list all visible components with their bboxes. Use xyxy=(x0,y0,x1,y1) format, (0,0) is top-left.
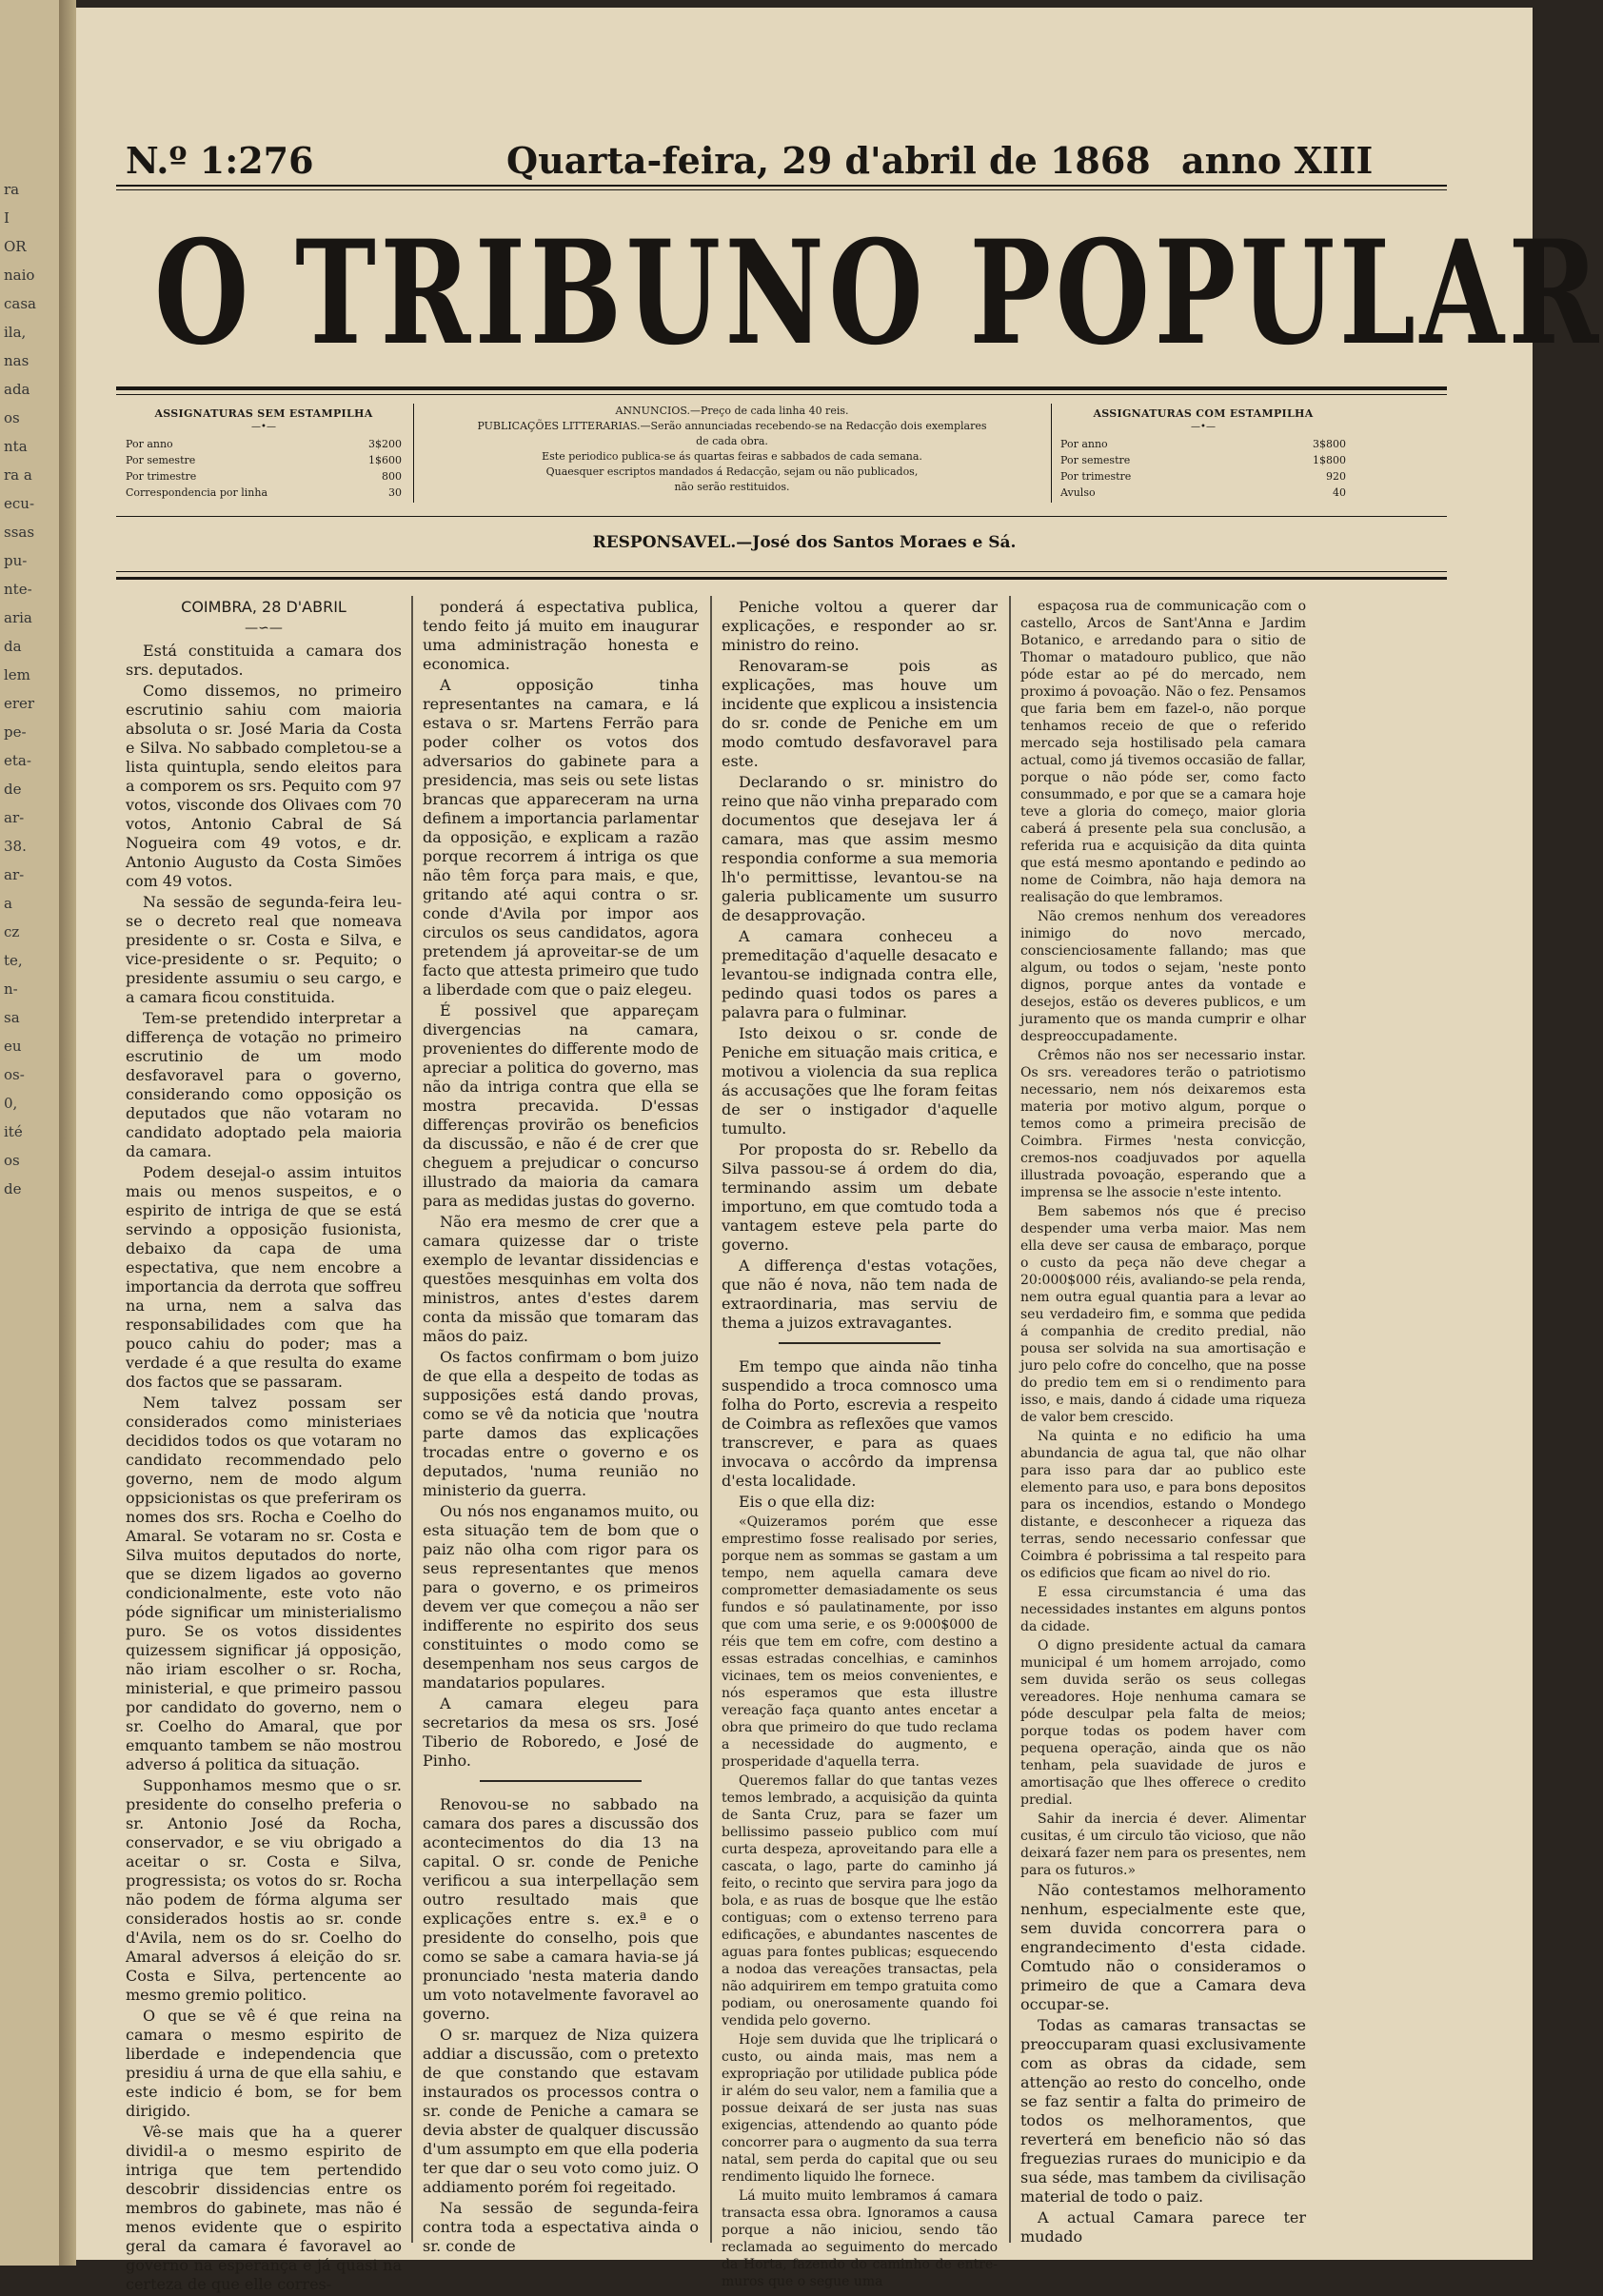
article-paragraph: Eis o que ella diz: xyxy=(739,1493,876,1511)
spine-fragment: nas xyxy=(4,352,30,369)
price-label: Por trimestre xyxy=(126,470,197,483)
article-paragraph: ponderá á espectativa publica, tendo feito já muito em inaugurar uma administração honesta e economica. xyxy=(423,598,699,673)
spine-fragment: os- xyxy=(4,1066,25,1083)
quoted-paragraph: Não cremos nenhum dos vereadores inimigo do novo mercado, conscienciosamente fallando; mas que algum, ou todos o sejam, 'neste ponto dignos, porque antes da vontade e desejos, estão os deveres publicos, e um juramento que os manda cumprir e olhar despreoccupadamente. xyxy=(1020,909,1306,1044)
spine-fragment: ila, xyxy=(4,324,27,341)
spine-fragment: ra xyxy=(4,181,20,198)
price-label: Por semestre xyxy=(126,454,196,466)
subs-without-stamp-heading: ASSIGNATURAS SEM ESTAMPILHA xyxy=(154,407,373,420)
spine-fragment: os xyxy=(4,1152,20,1169)
price-row xyxy=(1060,485,1346,501)
article-paragraph: Podem desejal-o assim intuitos mais ou menos suspeitos, e o espirito de intriga de que se está servindo a opposição fusionista, debaixo da capa de uma espectativa, que nem encobre a importancia da derrota que soffreu na urna, nem a salva das responsabilidades com que ha pouco cahiu do poder; mas a verdade é a que resulta do exame dos factos que se passaram. xyxy=(126,1163,402,1391)
subs-ornament: —•— xyxy=(251,422,276,432)
article-paragraph: Na sessão de segunda-feira contra toda a espectativa ainda o sr. conde de xyxy=(423,2199,699,2255)
spine-fragment: ra a xyxy=(4,466,32,484)
column-rule xyxy=(710,596,712,2243)
adjacent-page-spine xyxy=(0,0,59,2266)
price-row xyxy=(1060,452,1346,468)
subscriptions-with-stamp xyxy=(1060,407,1346,501)
quoted-paragraph: Queremos fallar do que tantas vezes temos lembrado, a acquisição da quinta de Santa Cruz, para se fazer um bellissimo passeio publico com muí curta despeza, aproveitando para elle a cascata, o lago, parte do caminho já feito, o recinto que servira para jogo da bola, e as ruas de bosque que lhe estão contiguas; com o extenso terreno para edificações, e abundantes nascentes de aguas para fontes publicas; esquecendo a nodoa das vereações transactas, pela não adquirirem em tempo gratuita como podiam, ou onerosamente quando foi vendida pelo governo. xyxy=(722,1773,998,2029)
article-paragraph: Declarando o sr. ministro do reino que não vinha preparado com documentos que desejava ler á camara, mas que assim mesmo respondia conforme a sua memoria lh'o permittisse, levantou-se na galeria publicamente um susurro de desapprovação. xyxy=(722,773,998,924)
price-value: 3$200 xyxy=(368,438,402,450)
article-paragraph: Os factos confirmam o bom juizo de que ella a despeito de todas as supposições está dando provas, como se vê da noticia que 'noutra parte damos das explicações trocadas entre o governo e os deputados, 'numa reunião no ministerio da guerra. xyxy=(423,1348,699,1499)
spine-fragment: lem xyxy=(4,666,30,683)
price-row xyxy=(126,468,402,485)
article-paragraph: Renovou-se no sabbado na camara dos pares a discussão dos acontecimentos do dia 13 na capital. O sr. conde de Peniche verificou a sua interpellação sem outro resultado mais que explicações entre s. ex.ª e o presidente do conselho, pois que como se sabe a camara havia-se já pronunciado 'nesta materia dando um voto notavelmente favoravel ao governo. xyxy=(423,1795,699,2023)
quoted-paragraph: Crêmos não nos ser necessario instar. Os srs. vereadores terão o patriotismo necessario, nem nós deixaremos esta materia por motivo algum, porque o temos como a primeira precisão de Coimbra. Firmes 'nesta convicção, cremos-nos coadjuvados por aquella illustrada povoação, esperando que a imprensa se lhe associe n'este intento. xyxy=(1020,1048,1306,1200)
binding-gutter xyxy=(59,0,76,2266)
quoted-paragraph: Na quinta e no edificio ha uma abundancia de agua tal, que não olhar para isso para dar ao publico este elemento para uso, e para bons depositos para os incendios, estando o Mondego distante, e desconhecer a riqueza das terras, sendo necessario confessar que Coimbra é pobrissima a tal respeito para os edificios que ficam ao nivel do rio. xyxy=(1020,1429,1306,1581)
quoted-paragraph: Lá muito muito lembramos á camara transacta essa obra. Ignoramos a causa porque a não iniciou, sendo tão reclamada ao seguimento do mercado da Horta, fazendo do caminho de entre-muros que o segue uma xyxy=(722,2188,998,2289)
article-paragraph: A camara conheceu a premeditação d'aquelle desacato e levantou-se indignada contra elle, pedindo quasi todos os pares a palavra para o fulminar. xyxy=(722,927,998,1021)
price-value: 1$600 xyxy=(368,454,402,466)
price-row xyxy=(1060,468,1346,485)
subscriptions-without-stamp xyxy=(126,407,402,501)
spine-fragment: te, xyxy=(4,952,23,969)
header-rule-thin xyxy=(116,189,1447,190)
article-paragraph: A actual Camara parece ter mudado xyxy=(1020,2208,1306,2246)
article-paragraph: Nem talvez possam ser considerados como ministeriaes decididos todos os que votaram no candidato recommendado pelo governo, nem de modo algum oppsicionistas os que preferiram os nomes dos srs. Rocha e Coelho do Amaral. Se votaram no sr. Costa e Silva muitos deputados do norte, que se dizem ligados ao governo condicionalmente, este voto não póde significar um ministerialismo puro. Se os votos dissidentes quizessem significar já opposição, não iriam escolher o sr. Rocha, ministerial, e que primeiro passou por candidato do governo, nem o sr. Coelho do Amaral, que por emquanto tambem se não mostrou adverso á politica da situação. xyxy=(126,1394,402,1773)
article-paragraph: Peniche voltou a querer dar explicações, e responder ao sr. ministro do reino. xyxy=(722,598,998,654)
column-3 xyxy=(722,598,998,2292)
spine-fragment: 38. xyxy=(4,838,27,855)
spine-fragment: naio xyxy=(4,267,35,284)
quoted-paragraph: Bem sabemos nós que é preciso despender uma verba maior. Mas nem ella deve ser causa de embaraço, porque o custo da peça não deve chegar a 20:000$000 réis, avaliando-se pela renda, nem outra egual quantia para a levar ao seu verdadeiro fim, e somma que pedida á companhia de credito predial, não pousa ser solvida na sua amortisação e juro pelo cofre do concelho, que na posse do predio tem em si o rendimento para isso, e mais, dando á cidade uma riqueza de valor bem crescido. xyxy=(1020,1204,1306,1425)
issue-line xyxy=(76,139,1533,187)
announcement-line: ANNUNCIOS.—Preço de cada linha 40 reis. xyxy=(615,405,849,417)
article-paragraph: Ou nós nos enganamos muito, ou esta situação tem de bom que o paiz não olha com rigor para os seus representantes que menos para o governo, e os primeiros devem ver que começou a não ser indifferente no espirito dos seus constituintes o modo como se desempenham nos seus cargos de mandatarios populares. xyxy=(423,1502,699,1692)
quoted-paragraph: espaçosa rua de communicação com o castello, Arcos de Sant'Anna e Jardim Botanico, e arredando para o sitio de Thomar o matadouro publico, que não póde estar ao pé do mercado, nem proximo á povoação. Não o fez. Pensamos que faria bem em fazel-o, não porque tenhamos receio de que o referido mercado seja hostilisado pela camara actual, como já tivemos occasião de fallar, porque o não póde ser, como facto consummado, e por que se a camara hoje teve a gloria do começo, maior gloria caberá á presente pela sua conclusão, a referida rua e acquisição da dita quinta que está mesmo apontando e pedindo ao nome de Coimbra, não haja demora na realisação do que lembramos. xyxy=(1020,599,1306,905)
spine-fragment: ssas xyxy=(4,524,35,541)
price-value: 1$800 xyxy=(1313,454,1346,466)
spine-fragment: de xyxy=(4,1180,22,1197)
price-row xyxy=(1060,436,1346,452)
announcement-line: Este periodico publica-se ás quartas feiras e sabbados de cada semana. xyxy=(542,450,922,463)
spine-fragment: a xyxy=(4,895,12,912)
issue-number: N.º 1:276 xyxy=(126,139,314,182)
title-rule-thick xyxy=(116,386,1447,390)
article-paragraph: Está constituida a camara dos srs. deputados. xyxy=(126,642,402,679)
article-paragraph: O sr. marquez de Niza quizera addiar a discussão, com o pretexto de que constando que estavam instaurados os processos contra o sr. conde de Peniche a camara se devia abster de qualquer discussão d'um assumpto em que ella poderia ter que dar o seu voto como juiz. O addiamento porém foi regeitado. xyxy=(423,2026,699,2196)
responsible-editor: RESPONSAVEL.—José dos Santos Moraes e Sá. xyxy=(592,533,1017,552)
quoted-paragraph: Hoje sem duvida que lhe triplicará o custo, ou ainda mais, mas nem a expropriação por utilidade publica póde ir além do seu valor, nem a familia que a possue deixará de ser justa nas suas exigencias, attendendo ao quanto póde concorrer para o augmento da sua terra natal, sem perda do capital que ou seu rendimento liquido lhe fornece. xyxy=(722,2032,998,2185)
spine-fragment: eta- xyxy=(4,752,31,769)
spine-fragment: ecu- xyxy=(4,495,35,512)
quoted-paragraph: Sahir da inercia é dever. Alimentar cusitas, é um circulo tão vicioso, que não deixará fazer nem para os presentes, nem para os futuros.» xyxy=(1020,1811,1306,1878)
price-row xyxy=(126,436,402,452)
spine-fragment: OR xyxy=(4,238,27,255)
price-label: Por anno xyxy=(1060,438,1108,450)
quoted-paragraph: «Quizeramos porém que esse emprestimo fosse realisado por series, porque nem as sommas se gastam a um tempo, nem aquella camara deve comprometter demasiadamente os seus fundos e só paulatinamente, por isso que com uma serie, e os 9:000$000 de réis que tem em cofre, com destino a essas estradas concelhias, e caminhos vicinaes, tem os meios convenientes, e nós esperamos que esta illustre vereação faça quanto antes encetar a obra que primeiro do que tudo reclama a necessidade do augmento, e prosperidade d'aquella terra. xyxy=(722,1514,998,1770)
quoted-paragraph: O digno presidente actual da camara municipal é um homem arrojado, como sem duvida serão os seus collegas vereadores. Hoje nenhuma camara se póde desculpar pela falta de meios; porque todas os podem haver com pequena operação, ainda que os não tenham, pela suavidade de juros e amortisação que lhes offerece o credito predial. xyxy=(1020,1638,1306,1808)
spine-fragment: ar- xyxy=(4,809,25,826)
price-label: Correspondencia por linha xyxy=(126,486,268,499)
spine-fragment: eu xyxy=(4,1038,22,1055)
heading-ornament: —∽— xyxy=(245,621,283,636)
article-paragraph: Na sessão de segunda-feira leu-se o decreto real que nomeava presidente o sr. Costa e Silva, e vice-presidente o sr. Pequito; o presidente assumiu o seu cargo, e a camara ficou constituida. xyxy=(126,893,402,1006)
article-paragraph: Em tempo que ainda não tinha suspendido a troca comnosco uma folha do Porto, escrevia a respeito de Coimbra as reflexões que vamos transcrever, e para as quaes invocava o accôrdo da imprensa d'esta localidade. xyxy=(722,1357,998,1490)
announcement-line: PUBLICAÇÕES LITTERARIAS.—Serão annunciadas recebendo-se na Redacção dois exemplares xyxy=(477,420,987,432)
column-2 xyxy=(423,598,699,2258)
price-value: 920 xyxy=(1326,470,1346,483)
spine-fragment: nte- xyxy=(4,581,32,598)
spine-fragment: erer xyxy=(4,695,35,712)
spine-fragment: I xyxy=(4,209,10,227)
article-paragraph: Vê-se mais que ha a querer dividil-a o mesmo espirito de intriga que tem pertendido descobrir dissidencias entre os membros do gabinete, mas não é menos evidente que o espirito geral da camara é favoravel ao governo na esperança e já quasi na certeza de que elle corres- xyxy=(126,2123,402,2293)
issue-year: anno XIII xyxy=(1181,139,1374,182)
spine-fragment: casa xyxy=(4,295,36,312)
spine-fragment: pu- xyxy=(4,552,28,569)
article-paragraph: É possivel que appareçam divergencias na camara, provenientes do differente modo de apreciar a politica do governo, mas não da intriga contra que ella se mostra precavida. D'essas differenças provirão os beneficios da discussão, e não é de crer que cheguem a prejudicar o concurso illustrado da maioria da camara para as medidas justas do governo. xyxy=(423,1001,699,1210)
spine-fragment: n- xyxy=(4,980,18,998)
article-paragraph: A differença d'estas votações, que não é nova, não tem nada de extraordinaria, mas serviu de thema a juizos extravagantes. xyxy=(722,1257,998,1332)
price-label: Por trimestre xyxy=(1060,470,1132,483)
announcement-line: não serão restituidos. xyxy=(674,481,790,493)
article-paragraph: A opposição tinha representantes na camara, e lá estava o sr. Martens Ferrão para poder colher os votos dos adversarios do gabinete para a presidencia, mas seis ou sete listas brancas que appareceram na urna definem a importancia parlamentar da opposição, e explicam a razão porque recorrem á intriga os que não têm força para mais, e que, gritando até aqui contra o sr. conde d'Avila por impor aos circulos os seus candidatos, agora pretendem já aproveitar-se de um facto que attesta primeiro que tudo a liberdade com que o paiz elegeu. xyxy=(423,676,699,999)
announcement-line: Quaesquer escriptos mandados á Redacção, sejam ou não publicados, xyxy=(545,465,919,478)
article-paragraph: Tem-se pretendido interpretar a differença de votação no primeiro escrutinio de um modo desfavoravel para o governo, considerando como opposição os deputados que não votaram no candidato adoptado pela maioria da camara. xyxy=(126,1009,402,1160)
newspaper-title: O TRIBUNO POPULAR xyxy=(154,209,1603,377)
spine-fragment: 0, xyxy=(4,1095,18,1112)
price-label: Avulso xyxy=(1060,486,1096,499)
section-rule xyxy=(480,1780,642,1782)
resp-rule-top xyxy=(116,516,1447,517)
column-4 xyxy=(1020,598,1306,2248)
subs-with-stamp-heading: ASSIGNATURAS COM ESTAMPILHA xyxy=(1093,407,1314,420)
spine-fragment: nta xyxy=(4,438,28,455)
spine-fragment: aria xyxy=(4,609,32,626)
price-label: Por anno xyxy=(126,438,173,450)
spine-fragment: ar- xyxy=(4,866,25,883)
spine-fragment: da xyxy=(4,638,22,655)
price-value: 40 xyxy=(1333,486,1346,499)
article-paragraph: Como dissemos, no primeiro escrutinio sahiu com maioria absoluta o sr. José Maria da Costa e Silva. No sabbado completou-se a lista quintupla, sendo eleitos para a comporem os srs. Pequito com 97 votos, visconde dos Olivaes com 70 votos, Antonio Cabral de Sá Nogueira com 49 votos, e dr. Antonio Augusto da Costa Simões com 49 votos. xyxy=(126,682,402,890)
spine-fragment: ité xyxy=(4,1123,23,1140)
subs-ornament: —•— xyxy=(1191,422,1216,432)
price-row xyxy=(126,485,402,501)
article-paragraph: A camara elegeu para secretarios da mesa os srs. José Tiberio de Roboredo, e José de Pinho. xyxy=(423,1694,699,1770)
resp-rule-1 xyxy=(116,571,1447,572)
article-paragraph: Não contestamos melhoramento nenhum, especialmente este que, sem duvida concorrera para o engrandecimento d'esta cidade. Comtudo não o consideramos o primeiro de que a Camara deva occupar-se. xyxy=(1020,1881,1306,2013)
article-paragraph: O que se vê é que reina na camara o mesmo espirito de liberdade e independencia que presidiu á urna de que ella sahiu, e este indicio é bom, se for bem dirigido. xyxy=(126,2007,402,2120)
spine-fragment: de xyxy=(4,781,22,798)
resp-rule-2 xyxy=(116,577,1447,580)
newspaper-page xyxy=(76,8,1603,2293)
price-row xyxy=(126,452,402,468)
article-paragraph: Não era mesmo de crer que a camara quizesse dar o triste exemplo de levantar dissidencias e questões mesquinhas em volta dos ministros, antes d'estes darem conta da missão que tomaram das mãos do paiz. xyxy=(423,1213,699,1345)
article-paragraph: Supponhamos mesmo que o sr. presidente do conselho preferia o sr. Antonio José da Rocha, conservador, e se viu obrigado a aceitar o sr. Costa e Silva, progressista; os votos do sr. Rocha não podem de fórma alguma ser considerados hostis ao sr. conde d'Avila, nem os do sr. Coelho do Amaral adversos á eleição do sr. Costa e Silva, pertencente ao mesmo gremio politico. xyxy=(126,1776,402,2004)
spine-fragment: os xyxy=(4,409,20,426)
spine-fragment: ada xyxy=(4,381,30,398)
price-value: 30 xyxy=(388,486,402,499)
title-rule-thin xyxy=(116,394,1447,395)
article-paragraph: Renovaram-se pois as explicações, mas houve um incidente que explicou a insistencia do sr. conde de Peniche em um modo comtudo desfavoravel para este. xyxy=(722,657,998,770)
announcements-box xyxy=(419,404,1045,495)
column-rule xyxy=(1009,596,1011,2243)
box-divider-left xyxy=(413,404,414,503)
spine-fragment: cz xyxy=(4,923,20,940)
price-value: 800 xyxy=(382,470,402,483)
section-rule xyxy=(779,1342,940,1344)
announcement-line: de cada obra. xyxy=(696,435,768,447)
masthead xyxy=(76,8,1603,579)
box-divider-right xyxy=(1051,404,1052,503)
quoted-paragraph: E essa circumstancia é uma das necessidades instantes em alguns pontos da cidade. xyxy=(1020,1585,1306,1634)
dateline-heading: COIMBRA, 28 D'ABRIL xyxy=(181,598,346,616)
spine-fragment: pe- xyxy=(4,723,27,741)
issue-date: Quarta-feira, 29 d'abril de 1868 xyxy=(506,139,1151,182)
price-label: Por semestre xyxy=(1060,454,1131,466)
article-paragraph: Isto deixou o sr. conde de Peniche em situação mais critica, e motivou a violencia da sua replica ás accusações que lhe foram feitas de ser o instigador d'aquelle tumulto. xyxy=(722,1024,998,1138)
spine-fragment: sa xyxy=(4,1009,20,1026)
article-paragraph: Todas as camaras transactas se preoccuparam quasi exclusivamente com as obras da cidade, sem attenção ao resto do concelho, onde se faz sentir a falta do primeiro de todos os melhoramentos, que reverterá em beneficio não só das freguezias ruraes do municipio e da sua séde, mas tambem da civilisação material de todo o paiz. xyxy=(1020,2016,1306,2206)
column-1 xyxy=(126,598,402,2296)
column-rule xyxy=(411,596,413,2243)
price-value: 3$800 xyxy=(1313,438,1346,450)
article-paragraph: Por proposta do sr. Rebello da Silva passou-se á ordem do dia, terminando assim um debate importuno, em que comtudo toda a vantagem esteve pela parte do governo. xyxy=(722,1140,998,1254)
